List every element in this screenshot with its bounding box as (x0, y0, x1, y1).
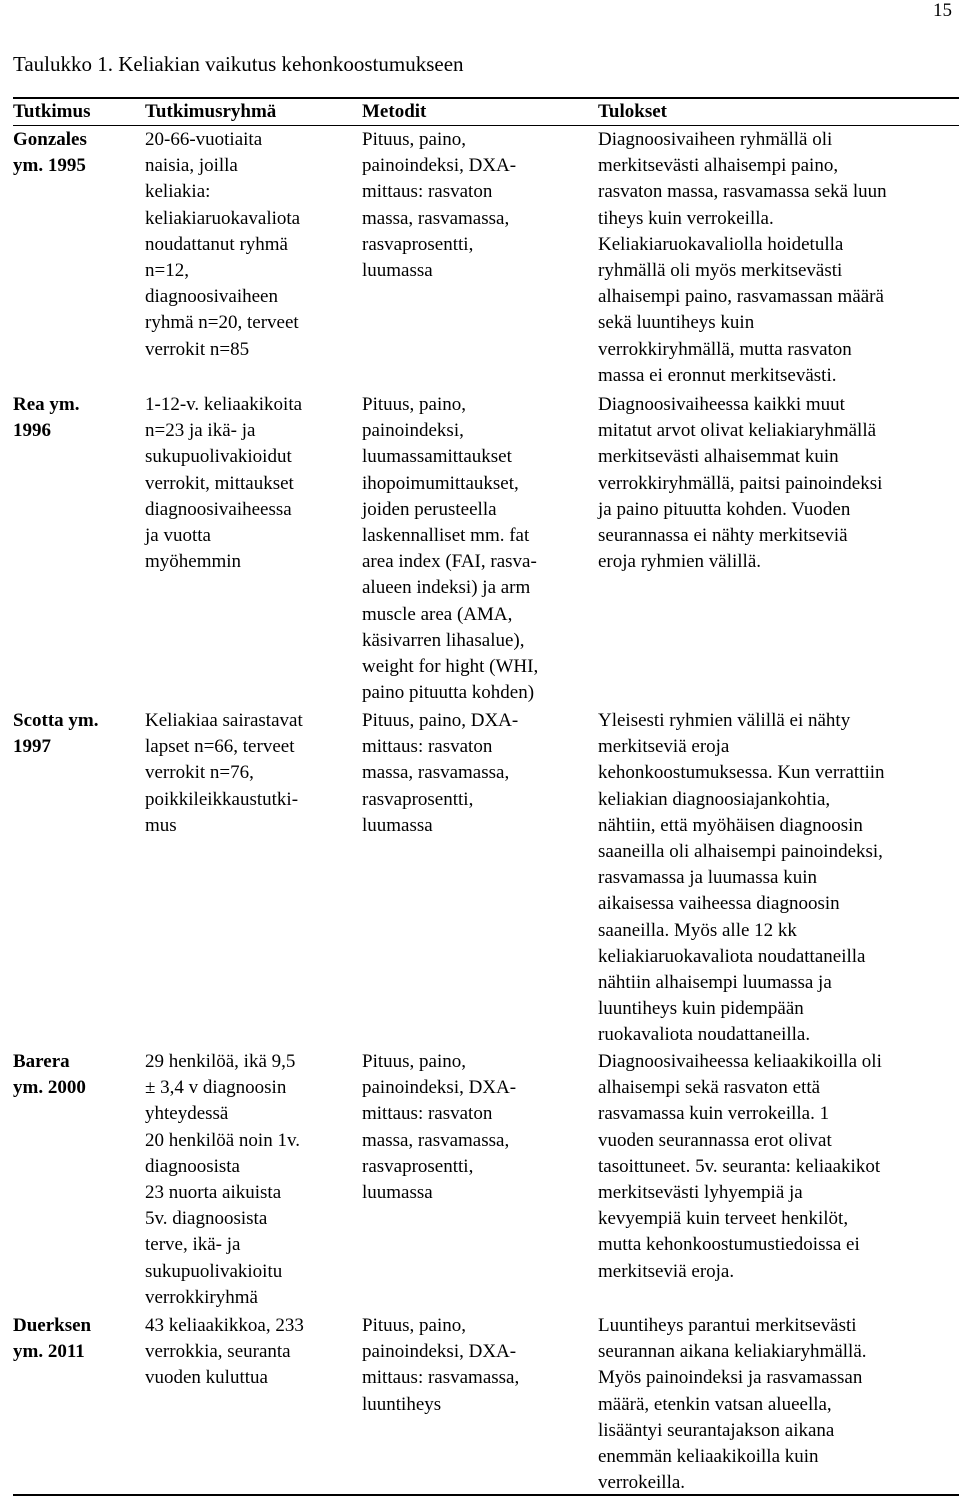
cell-line: mitatut arvot olivat keliakiaryhmällä (598, 420, 877, 442)
cell-line: kevyempiä kuin terveet henkilöt, (598, 1208, 849, 1230)
table-title: Taulukko 1. Keliakian vaikutus kehonkoostumukseen (13, 52, 464, 76)
cell-line: Pituus, paino, (362, 394, 466, 415)
cell-line: massa ei eronnut merkitsevästi. (598, 364, 837, 386)
cell-line: merkitsevästi lyhyempiä ja (598, 1182, 803, 1204)
table-bottom-rule (13, 1494, 959, 1496)
cell-line: tiheys kuin verrokeilla. (598, 207, 774, 229)
cell-line: luumassa (362, 814, 433, 836)
cell-line: 43 keliaakikkoa, 233 (145, 1315, 304, 1336)
table-header-rule (13, 125, 959, 126)
cell-line: Yleisesti ryhmien välillä ei nähty (598, 710, 851, 731)
cell-line: määrä, etenkin vatsan alueella, (598, 1393, 832, 1415)
header-group: Tutkimusryhmä (145, 101, 277, 122)
cell-line: sekä luuntiheys kuin (598, 312, 755, 334)
cell-line: vuoden seurannassa erot olivat (598, 1129, 832, 1151)
cell-line: rasvaprosentti, (362, 233, 474, 255)
cell-line: ± 3,4 v diagnoosin (145, 1077, 287, 1099)
methods-cell (362, 392, 590, 706)
cell-line: keliakian diagnoosiajankohtia, (598, 788, 831, 810)
cell-line: painoindeksi, DXA- (362, 155, 517, 177)
cell-line: verrokkiryhmällä, paitsi painoindeksi (598, 472, 883, 494)
cell-line: sukupuolivakioitu (145, 1260, 283, 1282)
study-cell (13, 1049, 133, 1101)
cell-line: ryhmällä oli myös merkitsevästi (598, 260, 843, 282)
cell-line: verrokkiryhmä (145, 1286, 258, 1308)
cell-line: mittaus: rasvamassa, (362, 1367, 520, 1389)
cell-line: myöhemmin (145, 551, 242, 573)
study-cell (13, 392, 133, 444)
cell-line: Diagnoosivaiheen ryhmällä oli (598, 129, 833, 150)
cell-line: diagnoosivaiheen (145, 286, 278, 308)
cell-line: merkitsevästi alhaisemmat kuin (598, 446, 839, 468)
cell-line: 1996 (13, 420, 51, 442)
results-cell (598, 1313, 958, 1496)
cell-line: eroja ryhmien välillä. (598, 551, 762, 573)
cell-line: verrokkia, seuranta (145, 1341, 291, 1363)
cell-line: painoindeksi, DXA- (362, 1341, 517, 1363)
cell-line: luumassamittaukset (362, 446, 512, 468)
cell-line: ryhmä n=20, terveet (145, 312, 299, 334)
header-study: Tutkimus (13, 101, 91, 122)
cell-line: rasvamassa ja luumassa kuin (598, 867, 817, 889)
cell-line: rasvaprosentti, (362, 788, 474, 810)
cell-line: verrokkiryhmällä, mutta rasvaton (598, 338, 852, 360)
cell-line: 20 henkilöä noin 1v. (145, 1129, 300, 1151)
cell-line: area index (FAI, rasva- (362, 551, 537, 573)
cell-line: Gonzales (13, 129, 87, 150)
cell-line: tasoittuneet. 5v. seuranta: keliaakikot (598, 1155, 881, 1177)
cell-line: Keliakiaa sairastavat (145, 710, 303, 731)
cell-line: painoindeksi, (362, 420, 464, 442)
group-cell (145, 392, 355, 575)
cell-line: muscle area (AMA, (362, 603, 513, 625)
cell-line: verrokeilla. (598, 1472, 686, 1494)
cell-line: käsivarren lihasalue), (362, 629, 525, 651)
cell-line: verrokit n=76, (145, 762, 254, 784)
cell-line: noudattanut ryhmä (145, 233, 288, 255)
cell-line: seurannan aikana keliakiaryhmällä. (598, 1341, 867, 1363)
cell-line: massa, rasvamassa, (362, 207, 510, 229)
cell-line: Keliakiaruokavaliolla hoidetulla (598, 233, 844, 255)
cell-line: n=12, (145, 260, 189, 282)
cell-line: n=23 ja ikä- ja (145, 420, 256, 442)
cell-line: verrokit n=85 (145, 338, 250, 360)
cell-line: 1997 (13, 736, 51, 758)
cell-line: massa, rasvamassa, (362, 1129, 510, 1151)
methods-cell (362, 1049, 590, 1206)
cell-line: verrokit, mittaukset (145, 472, 294, 494)
cell-line: nähtiin, että myöhäisen diagnoosin (598, 814, 863, 836)
cell-line: mittaus: rasvaton (362, 181, 493, 203)
cell-line: ihopoimumittaukset, (362, 472, 519, 494)
cell-line: lisääntyi seurantajakson aikana (598, 1419, 835, 1441)
cell-line: seurannassa ei nähty merkitseviä (598, 525, 848, 547)
cell-line: alhaisempi sekä rasvaton että (598, 1077, 821, 1099)
cell-line: massa, rasvamassa, (362, 762, 510, 784)
cell-line: poikkileikkaustutki- (145, 788, 299, 810)
cell-line: Diagnoosivaiheessa kaikki muut (598, 394, 845, 415)
cell-line: saaneilla. Myös alle 12 kk (598, 919, 797, 941)
cell-line: Luuntiheys parantui merkitsevästi (598, 1315, 857, 1336)
cell-line: keliakiaruokavaliota (145, 207, 301, 229)
header-methods: Metodit (362, 101, 427, 122)
header-results: Tulokset (598, 101, 667, 122)
cell-line: diagnoosista (145, 1155, 240, 1177)
cell-line: 5v. diagnoosista (145, 1208, 268, 1230)
cell-line: weight for hight (WHI, (362, 656, 539, 678)
methods-cell (362, 708, 590, 839)
cell-line: 20-66-vuotiaita (145, 129, 263, 150)
cell-line: Pituus, paino, (362, 1051, 466, 1072)
cell-line: aikaisessa vaiheessa diagnoosin (598, 893, 840, 915)
cell-line: keliakia: (145, 181, 211, 203)
cell-line: alueen indeksi) ja arm (362, 577, 531, 599)
cell-line: 23 nuorta aikuista (145, 1182, 282, 1204)
cell-line: Myös painoindeksi ja rasvamassan (598, 1367, 863, 1389)
cell-line: nähtiin alhaisempi luumassa ja (598, 972, 832, 994)
cell-line: ym. 2000 (13, 1077, 86, 1099)
cell-line: paino pituutta kohden) (362, 682, 535, 704)
cell-line: yhteydessä (145, 1103, 229, 1125)
cell-line: Scotta ym. (13, 710, 99, 731)
page-number: 15 (933, 0, 952, 21)
cell-line: sukupuolivakioidut (145, 446, 292, 468)
results-cell (598, 1049, 958, 1285)
group-cell (145, 1313, 355, 1392)
cell-line: kehonkoostumuksessa. Kun verrattiin (598, 762, 885, 784)
cell-line: ym. 1995 (13, 155, 86, 177)
group-cell (145, 1049, 355, 1311)
cell-line: merkitseviä eroja (598, 736, 730, 758)
group-cell (145, 127, 355, 363)
cell-line: 1-12-v. keliaakikoita (145, 394, 303, 415)
cell-line: mus (145, 814, 177, 836)
cell-line: ja vuotta (145, 525, 211, 547)
cell-line: joiden perusteella (362, 498, 497, 520)
cell-line: ym. 2011 (13, 1341, 85, 1363)
results-cell (598, 392, 958, 575)
cell-line: merkitseviä eroja. (598, 1260, 735, 1282)
cell-line: 29 henkilöä, ikä 9,5 (145, 1051, 296, 1072)
cell-line: ja paino pituutta kohden. Vuoden (598, 498, 851, 520)
cell-line: Duerksen (13, 1315, 92, 1336)
cell-line: luuntiheys (362, 1393, 442, 1415)
cell-line: saaneilla oli alhaisempi painoindeksi, (598, 841, 883, 863)
cell-line: ruokavaliota noudattaneilla. (598, 1024, 811, 1046)
study-cell (13, 1313, 133, 1365)
cell-line: keliakiaruokavaliota noudattaneilla (598, 945, 866, 967)
results-cell (598, 708, 958, 1049)
cell-line: lapset n=66, terveet (145, 736, 295, 758)
cell-line: luuntiheys kuin pidempään (598, 998, 804, 1020)
study-cell (13, 127, 133, 179)
cell-line: enemmän keliaakikoilla kuin (598, 1446, 819, 1468)
cell-line: luumassa (362, 1182, 433, 1204)
results-cell (598, 127, 958, 389)
cell-line: naisia, joilla (145, 155, 238, 177)
methods-cell (362, 1313, 590, 1418)
cell-line: mutta kehonkoostumustiedoissa ei (598, 1234, 860, 1256)
cell-line: Diagnoosivaiheessa keliaakikoilla oli (598, 1051, 882, 1072)
cell-line: laskennalliset mm. fat (362, 525, 530, 547)
cell-line: luumassa (362, 260, 433, 282)
cell-line: Pituus, paino, (362, 129, 466, 150)
cell-line: rasvaton massa, rasvamassa sekä luun (598, 181, 887, 203)
cell-line: rasvamassa kuin verrokeilla. 1 (598, 1103, 830, 1125)
cell-line: diagnoosivaiheessa (145, 498, 292, 520)
cell-line: alhaisempi paino, rasvamassan määrä (598, 286, 884, 308)
cell-line: mittaus: rasvaton (362, 736, 493, 758)
cell-line: Rea ym. (13, 394, 80, 415)
cell-line: Pituus, paino, (362, 1315, 466, 1336)
cell-line: Barera (13, 1051, 70, 1072)
cell-line: mittaus: rasvaton (362, 1103, 493, 1125)
group-cell (145, 708, 355, 839)
cell-line: terve, ikä- ja (145, 1234, 241, 1256)
cell-line: painoindeksi, DXA- (362, 1077, 517, 1099)
cell-line: vuoden kuluttua (145, 1367, 268, 1389)
study-cell (13, 708, 133, 760)
methods-cell (362, 127, 590, 284)
cell-line: merkitsevästi alhaisempi paino, (598, 155, 839, 177)
cell-line: Pituus, paino, DXA- (362, 710, 519, 731)
cell-line: rasvaprosentti, (362, 1155, 474, 1177)
